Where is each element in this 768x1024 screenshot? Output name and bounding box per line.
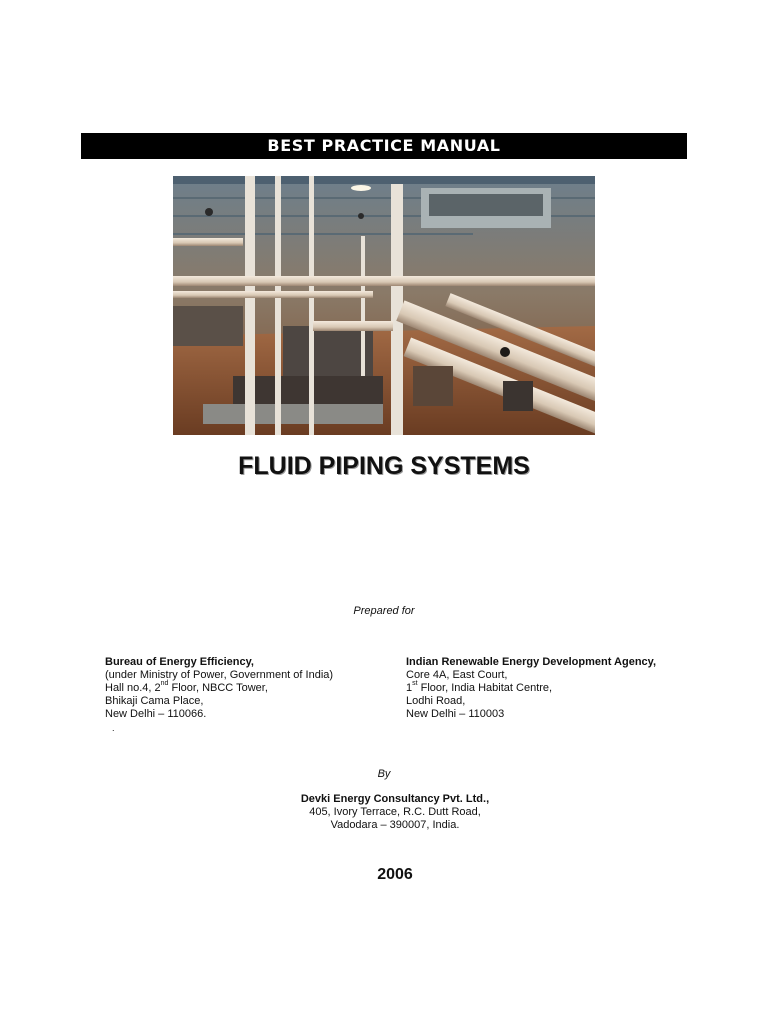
author-address-line: 405, Ivory Terrace, R.C. Dutt Road,: [309, 806, 481, 818]
left-org-name: Bureau of Energy Efficiency,: [105, 656, 254, 668]
left-address-line: New Delhi – 110066.: [105, 708, 207, 720]
right-address-line: New Delhi – 110003: [406, 708, 505, 720]
by-label: By: [377, 768, 391, 780]
author-address-line: Vadodara – 390007, India.: [330, 819, 460, 831]
left-address-block: [105, 656, 333, 721]
right-org-name: Indian Renewable Energy Development Agency,: [406, 656, 657, 668]
stray-dot: .: [112, 723, 115, 733]
author-block: [0, 793, 768, 832]
right-address-block: [406, 656, 656, 721]
right-address-line: 1st Floor, India Habitat Centre,: [406, 680, 553, 694]
right-address-line: Core 4A, East Court,: [406, 669, 508, 681]
prepared-for-label: Prepared for: [353, 605, 415, 617]
author-org-name: Devki Energy Consultancy Pvt. Ltd.,: [300, 793, 490, 805]
industrial-piping-photo: [173, 176, 595, 435]
left-address-line: Bhikaji Cama Place,: [105, 695, 204, 707]
document-title: FLUID PIPING SYSTEMS: [238, 452, 530, 480]
left-address-line: Hall no.4, 2nd Floor, NBCC Tower,: [105, 680, 268, 694]
left-address-line: (under Ministry of Power, Government of India): [105, 669, 334, 681]
publication-year: 2006: [377, 866, 413, 883]
right-address-line: Lodhi Road,: [406, 695, 466, 707]
banner-title: BEST PRACTICE MANUAL: [81, 133, 687, 159]
